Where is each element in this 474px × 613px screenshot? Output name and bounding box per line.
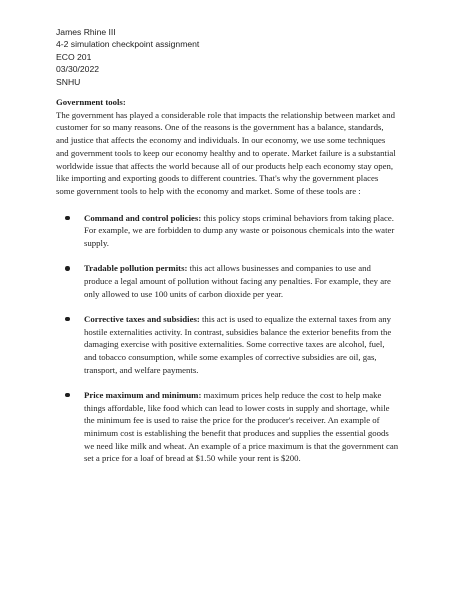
list-item bbox=[56, 262, 420, 300]
bullet-icon bbox=[65, 393, 70, 398]
list-item bbox=[56, 313, 420, 377]
school-name: SNHU bbox=[56, 76, 81, 87]
intro-line: The government has played a considerable role that impacts the relationship between market and bbox=[56, 109, 395, 120]
intro-line: customer for so many reasons. One of the reasons is the government has a balance, standards, bbox=[56, 122, 384, 133]
list-item-first-line bbox=[84, 313, 420, 326]
list-item-line: produce a legal amount of pollution without facing any penalties. For example, they are bbox=[84, 275, 391, 286]
list-item-line: hostile externalities activity. In contrast, subsidies balance the exterior benefits from the bbox=[84, 326, 392, 337]
list-item-line: supply. bbox=[84, 238, 109, 249]
list-item bbox=[56, 389, 420, 465]
list-item-term: Price maximum and minimum: bbox=[84, 389, 202, 400]
tools-list bbox=[56, 212, 420, 465]
author-name: James Rhine III bbox=[56, 27, 116, 37]
list-item-term: Tradable pollution permits: bbox=[84, 263, 188, 274]
list-item-line: and tobacco consumption, while some examples of corrective subsidies are oil, gas, bbox=[84, 351, 377, 362]
list-item bbox=[56, 212, 420, 250]
list-item-text: this act is used to equalize the external taxes from any bbox=[199, 313, 391, 324]
document-date: 03/30/2022 bbox=[56, 64, 100, 75]
list-item-term: Corrective taxes and subsidies: bbox=[84, 313, 200, 324]
list-item-line: damaging exercise with positive externalities. Some corrective taxes are alcohol, fuel, bbox=[84, 339, 385, 350]
document-header bbox=[56, 26, 199, 88]
list-item-first-line bbox=[84, 389, 420, 402]
bullet-icon bbox=[65, 216, 70, 221]
intro-line: some government tools to help with the economy and market. Some of these tools are : bbox=[56, 185, 361, 196]
list-item-line: transport, and welfare payments. bbox=[84, 364, 199, 375]
list-item-line: the minimum fee is used to raise the price for the producer's receiver. An example of bbox=[84, 415, 380, 426]
list-item-text: maximum prices help reduce the cost to help make bbox=[201, 389, 382, 400]
document-body bbox=[56, 96, 420, 478]
list-item-line: minimum cost is establishing the benefit that produces and supplies the essential goods bbox=[84, 427, 389, 438]
list-item-line: we need like milk and wheat. An example of a price maximum is that the government can bbox=[84, 440, 399, 451]
course-code: ECO 201 bbox=[56, 51, 92, 62]
list-item-first-line bbox=[84, 212, 420, 225]
bullet-icon bbox=[65, 317, 70, 322]
list-item-line: set a price for a loaf of bread at $1.50 while your rent is $200. bbox=[84, 453, 301, 464]
intro-paragraph bbox=[56, 109, 420, 198]
intro-line: worldwide issue that affects the world because all of our products help each economy stay open, bbox=[56, 160, 394, 171]
list-item-text: this act allows businesses and companies to use and bbox=[187, 263, 371, 274]
intro-line: and justice that affects the economy and individuals. In our economy, we use some techniques bbox=[56, 135, 386, 146]
intro-line: like importing and exporting goods to different countries. That's why the government places bbox=[56, 173, 379, 184]
intro-line: and government tools to keep our economy healthy and to operate. Market failure is a substantial bbox=[56, 147, 396, 158]
list-item-term: Command and control policies: bbox=[84, 212, 202, 223]
list-item-line: things affordable, like food which can lead to lower costs in supply and shortage, while bbox=[84, 402, 390, 413]
list-item-first-line bbox=[84, 262, 420, 275]
assignment-title: 4-2 simulation checkpoint assignment bbox=[56, 39, 200, 50]
list-item-text: this policy stops criminal behaviors from taking place. bbox=[201, 212, 394, 223]
bullet-icon bbox=[65, 266, 70, 271]
section-heading: Government tools: bbox=[56, 97, 126, 107]
list-item-line: For example, we are forbidden to dump any waste or poisonous chemicals into the water bbox=[84, 225, 395, 236]
list-item-line: only allowed to use 100 units of carbon dioxide per year. bbox=[84, 288, 284, 299]
